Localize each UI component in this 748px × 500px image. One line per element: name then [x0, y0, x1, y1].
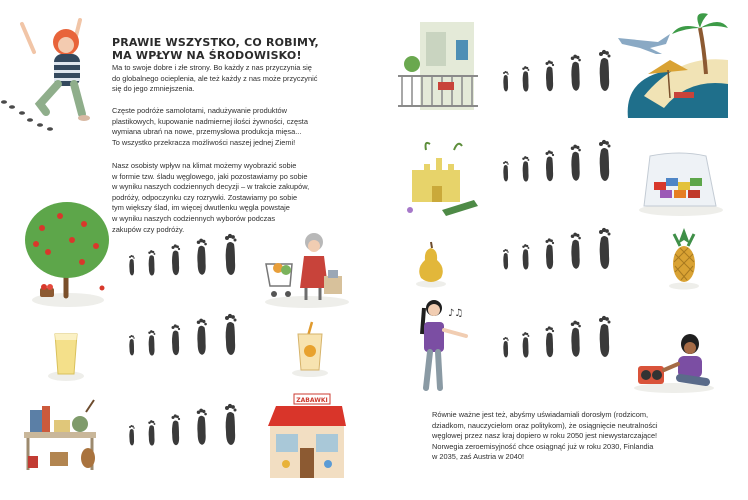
text-line: tym większy ślad, im więcej dwutlenku węgla powstaje — [112, 203, 290, 213]
shop-sign-text: ZABAWKI — [296, 397, 328, 404]
sand-castle-illustration — [402, 140, 486, 220]
footprint-icon — [128, 334, 135, 356]
footprint-icon — [544, 59, 555, 92]
text-line: Nasz osobisty wpływ na klimat możemy wyobrazić sobie — [112, 161, 297, 170]
footprint-icon — [223, 402, 237, 446]
footprint-icon — [195, 407, 207, 446]
juice-glass-illustration — [46, 330, 86, 382]
footprint-icon — [569, 231, 581, 270]
page-heading — [112, 36, 319, 62]
text-line: w wyniku naszych codziennych wyborów podczas — [112, 213, 276, 223]
carbon-footprint-paragraph — [112, 161, 309, 235]
footprint-icon — [521, 155, 530, 182]
footprint-icon — [170, 413, 181, 446]
footprint-icon — [544, 149, 555, 182]
text-line: Ma to swoje dobre i złe strony. Bo każdy z nas przyczynia się — [112, 63, 312, 72]
beach-vacation-illustration — [618, 14, 730, 122]
footprint-icon — [597, 48, 611, 92]
text-line: Częste podróże samolotami, nadużywanie produktów — [112, 106, 288, 115]
footprint-icon — [521, 65, 530, 92]
footprint-icon — [128, 254, 135, 276]
footprint-icon — [569, 143, 581, 182]
text-line: zakupów czy podróży. — [112, 224, 185, 234]
text-line: Norwegia zeroemisyjność chce osiągnąć już w roku 2030, Finlandia — [432, 441, 654, 451]
intro-paragraph — [112, 63, 317, 95]
shopping-grandma-illustration — [262, 232, 352, 308]
footprint-icon — [223, 232, 237, 276]
text-line: węglowej przez nasz kraj dopiero w roku 2050 jest niewystarczające! — [432, 431, 658, 441]
footprint-icon — [195, 317, 207, 356]
text-line: w wyniku naszych codziennych decyzji – w trakcie zakupów, — [112, 182, 310, 192]
footprint-icon — [597, 138, 611, 182]
footprint-icon — [502, 248, 509, 270]
text-line: podróży, odpoczynku czy rozrywki. Zostawiamy po sobie — [112, 192, 298, 202]
toy-shop-illustration — [262, 392, 348, 484]
text-line: w 2035, zaś Austria w 2040! — [432, 452, 525, 462]
text-line: dziadkom, nauczycielom oraz politykom), że osiągnięcie neutralności — [432, 420, 658, 430]
airplane-icon — [618, 34, 670, 54]
apple-tree-illustration — [22, 200, 114, 308]
footprint-icon — [502, 160, 509, 182]
footprint-icon — [147, 419, 156, 446]
footprint-icon — [544, 237, 555, 270]
footprint-icon — [147, 329, 156, 356]
footprint-icon — [223, 312, 237, 356]
neutrality-paragraph — [432, 410, 658, 463]
footprint-icon — [597, 226, 611, 270]
footprint-icon — [544, 325, 555, 358]
music-note-icon: ♪♫ — [448, 308, 464, 319]
balcony-house-illustration — [392, 20, 488, 112]
footprint-icon — [170, 243, 181, 276]
footprint-icon — [195, 237, 207, 276]
footprint-icon — [147, 249, 156, 276]
footprint-icon — [502, 336, 509, 358]
jumping-girl-illustration — [0, 18, 100, 133]
pineapple-illustration — [666, 226, 702, 290]
footprint-icon — [569, 53, 581, 92]
singing-girl-illustration — [412, 300, 482, 394]
plastic-cup-illustration — [290, 318, 330, 378]
footprint-icon — [128, 424, 135, 446]
radio-girl-illustration — [630, 330, 714, 394]
footprint-icon — [170, 323, 181, 356]
text-line: w formie tzw. śladu węglowego, jaki pozostawiamy po sobie — [112, 171, 308, 181]
plastic-toys-bag-illustration — [636, 148, 726, 218]
text-line: To wszystko przekracza możliwości naszej jednej Ziemi! — [112, 137, 296, 147]
text-line: Równie ważne jest też, abyśmy uświadamiali dorosłym (rodzicom, — [432, 410, 649, 419]
text-line: plastikowych, kupowanie nadmiernej ilości żywności, częsta — [112, 116, 308, 126]
text-line: wymiana ubrań na nowe, przemysłowa produkcja mięsa... — [112, 127, 302, 137]
examples-paragraph — [112, 106, 308, 148]
heading-line: MA WPŁYW NA ŚRODOWISKO! — [112, 49, 302, 62]
text-line: do globalnego ocieplenia, ale też każdy z nas może przyczynić — [112, 73, 318, 83]
flea-market-illustration — [20, 392, 104, 476]
heading-line: PRAWIE WSZYSTKO, CO ROBIMY, — [112, 36, 319, 49]
pear-illustration — [414, 238, 448, 288]
text-line: się do jego zmniejszenia. — [112, 84, 195, 94]
footprint-icon — [597, 314, 611, 358]
footprint-icon — [521, 331, 530, 358]
footprint-icon — [569, 319, 581, 358]
footprint-icon — [502, 70, 509, 92]
footprint-icon — [521, 243, 530, 270]
